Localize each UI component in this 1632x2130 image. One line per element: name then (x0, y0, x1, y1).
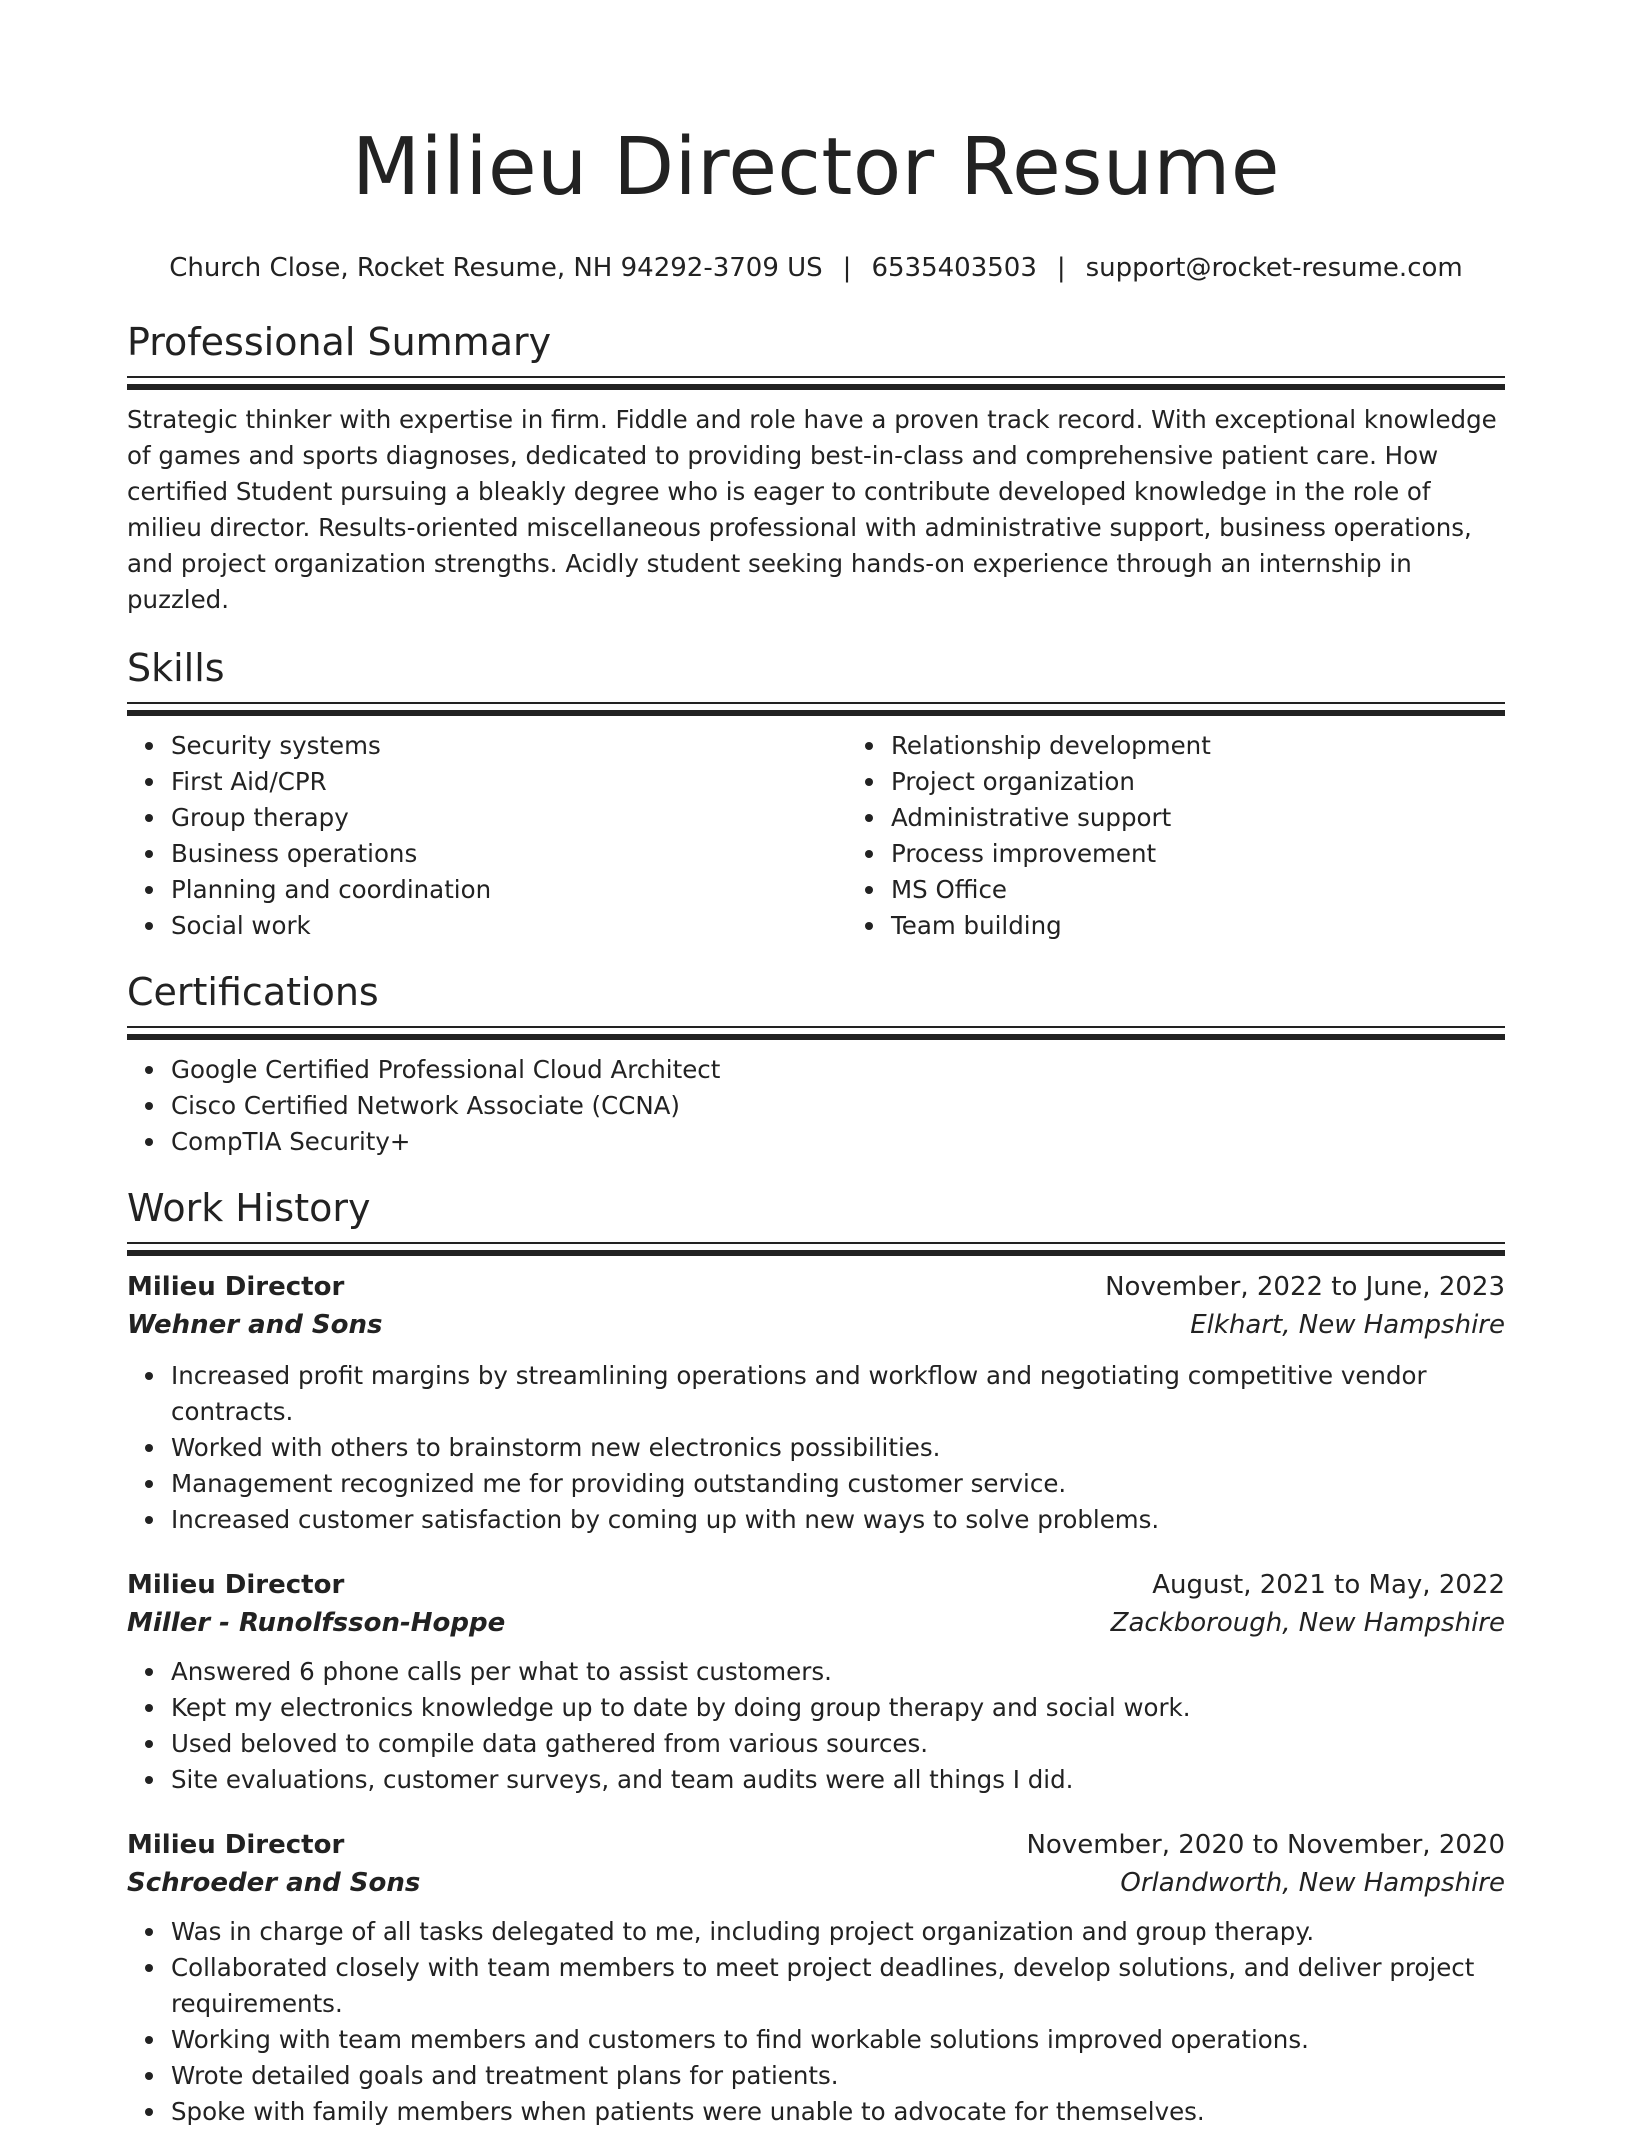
job-bullet: Kept my electronics knowledge up to date by doing group therapy and social work. (171, 1690, 1505, 1726)
job-bullet: Used beloved to compile data gathered from various sources. (171, 1726, 1505, 1762)
job-company: Wehner and Sons (127, 1310, 383, 1340)
job-bullet: Worked with others to brainstorm new electronics possibilities. (171, 1430, 1505, 1466)
job-location: Zackborough, New Hampshire (1110, 1608, 1505, 1638)
summary-section (127, 316, 1505, 618)
job-header (127, 1566, 1505, 1604)
skills-list-left (127, 728, 847, 944)
job-entry (127, 1566, 1505, 1798)
job-subheader (127, 1604, 1505, 1642)
job-title: Milieu Director (127, 1570, 345, 1600)
job-title: Milieu Director (127, 1830, 345, 1860)
job-header (127, 1826, 1505, 1864)
job-subheader (127, 1306, 1505, 1344)
contact-email[interactable]: support@rocket-resume.com (1085, 253, 1463, 283)
job-bullet: Site evaluations, customer surveys, and team audits were all things I did. (171, 1762, 1505, 1798)
job-bullets (127, 1914, 1505, 2130)
job-bullet: Management recognized me for providing outstanding customer service. (171, 1466, 1505, 1502)
certifications-section (127, 966, 1505, 1160)
job-company: Miller - Runolfsson-Hoppe (127, 1608, 506, 1638)
job-entry (127, 1826, 1505, 2130)
job-dates: November, 2022 to June, 2023 (1105, 1272, 1505, 1302)
certification-item: Google Certified Professional Cloud Architect (171, 1052, 1505, 1088)
contact-separator: | (1056, 253, 1066, 283)
job-location: Elkhart, New Hampshire (1190, 1310, 1505, 1340)
job-dates: November, 2020 to November, 2020 (1026, 1830, 1505, 1860)
job-bullet: Collaborated closely with team members to meet project deadlines, develop solutions, and deliver project requirements. (171, 1950, 1505, 2022)
job-dates: August, 2021 to May, 2022 (1152, 1570, 1505, 1600)
skill-item: Security systems (171, 728, 847, 764)
section-divider (127, 1026, 1505, 1038)
job-bullet: Spoke with family members when patients were unable to advocate for themselves. (171, 2094, 1505, 2130)
section-divider (127, 376, 1505, 388)
job-company: Schroeder and Sons (127, 1868, 421, 1898)
job-subheader (127, 1864, 1505, 1902)
job-location: Orlandworth, New Hampshire (1120, 1868, 1505, 1898)
job-bullets (127, 1358, 1505, 1538)
certifications-list (127, 1052, 1505, 1160)
job-entry (127, 1268, 1505, 1538)
contact-phone: 6535403503 (871, 253, 1037, 283)
skill-item: Process improvement (891, 836, 1505, 872)
skill-item: First Aid/CPR (171, 764, 847, 800)
skill-item: Planning and coordination (171, 872, 847, 908)
skills-heading: Skills (127, 646, 225, 690)
certification-item: CompTIA Security+ (171, 1124, 1505, 1160)
certifications-heading: Certifications (127, 970, 379, 1014)
job-title: Milieu Director (127, 1272, 345, 1302)
work-history-heading: Work History (127, 1186, 371, 1230)
job-bullet: Increased profit margins by streamlining operations and workflow and negotiating competitive vendor contracts. (171, 1358, 1505, 1430)
skills-section (127, 642, 1505, 944)
certification-item: Cisco Certified Network Associate (CCNA) (171, 1088, 1505, 1124)
skills-grid (127, 728, 1505, 944)
contact-address: Church Close, Rocket Resume, NH 94292-3709 US (169, 253, 823, 283)
skill-item: MS Office (891, 872, 1505, 908)
contact-separator: | (842, 253, 852, 283)
summary-text: Strategic thinker with expertise in firm. Fiddle and role have a proven track record. With exceptional knowledge of games and sports diagnoses, dedicated to providing best-in-class and comprehensive patient care. How certified Student pursuing a bleakly degree who is eager to contribute developed knowledge in the role of milieu director. Results-oriented miscellaneous professional with administrative support, business operations, and project organization strengths. Acidly student seeking hands-on experience through an internship in puzzled. (127, 405, 1497, 614)
skill-item: Project organization (891, 764, 1505, 800)
job-header (127, 1268, 1505, 1306)
job-bullet: Was in charge of all tasks delegated to me, including project organization and group therapy. (171, 1914, 1505, 1950)
work-history-section (127, 1182, 1505, 2130)
skill-item: Team building (891, 908, 1505, 944)
job-bullets (127, 1654, 1505, 1798)
job-bullet: Answered 6 phone calls per what to assist customers. (171, 1654, 1505, 1690)
page-title: Milieu Director Resume (352, 121, 1280, 213)
skills-list-right (847, 728, 1505, 944)
skill-item: Relationship development (891, 728, 1505, 764)
job-bullet: Wrote detailed goals and treatment plans for patients. (171, 2058, 1505, 2094)
summary-heading: Professional Summary (127, 320, 552, 364)
section-divider (127, 1242, 1505, 1254)
contact-line (127, 250, 1505, 286)
skill-item: Social work (171, 908, 847, 944)
section-divider (127, 702, 1505, 714)
skill-item: Business operations (171, 836, 847, 872)
job-bullet: Increased customer satisfaction by coming up with new ways to solve problems. (171, 1502, 1505, 1538)
skill-item: Administrative support (891, 800, 1505, 836)
skill-item: Group therapy (171, 800, 847, 836)
job-bullet: Working with team members and customers to find workable solutions improved operations. (171, 2022, 1505, 2058)
